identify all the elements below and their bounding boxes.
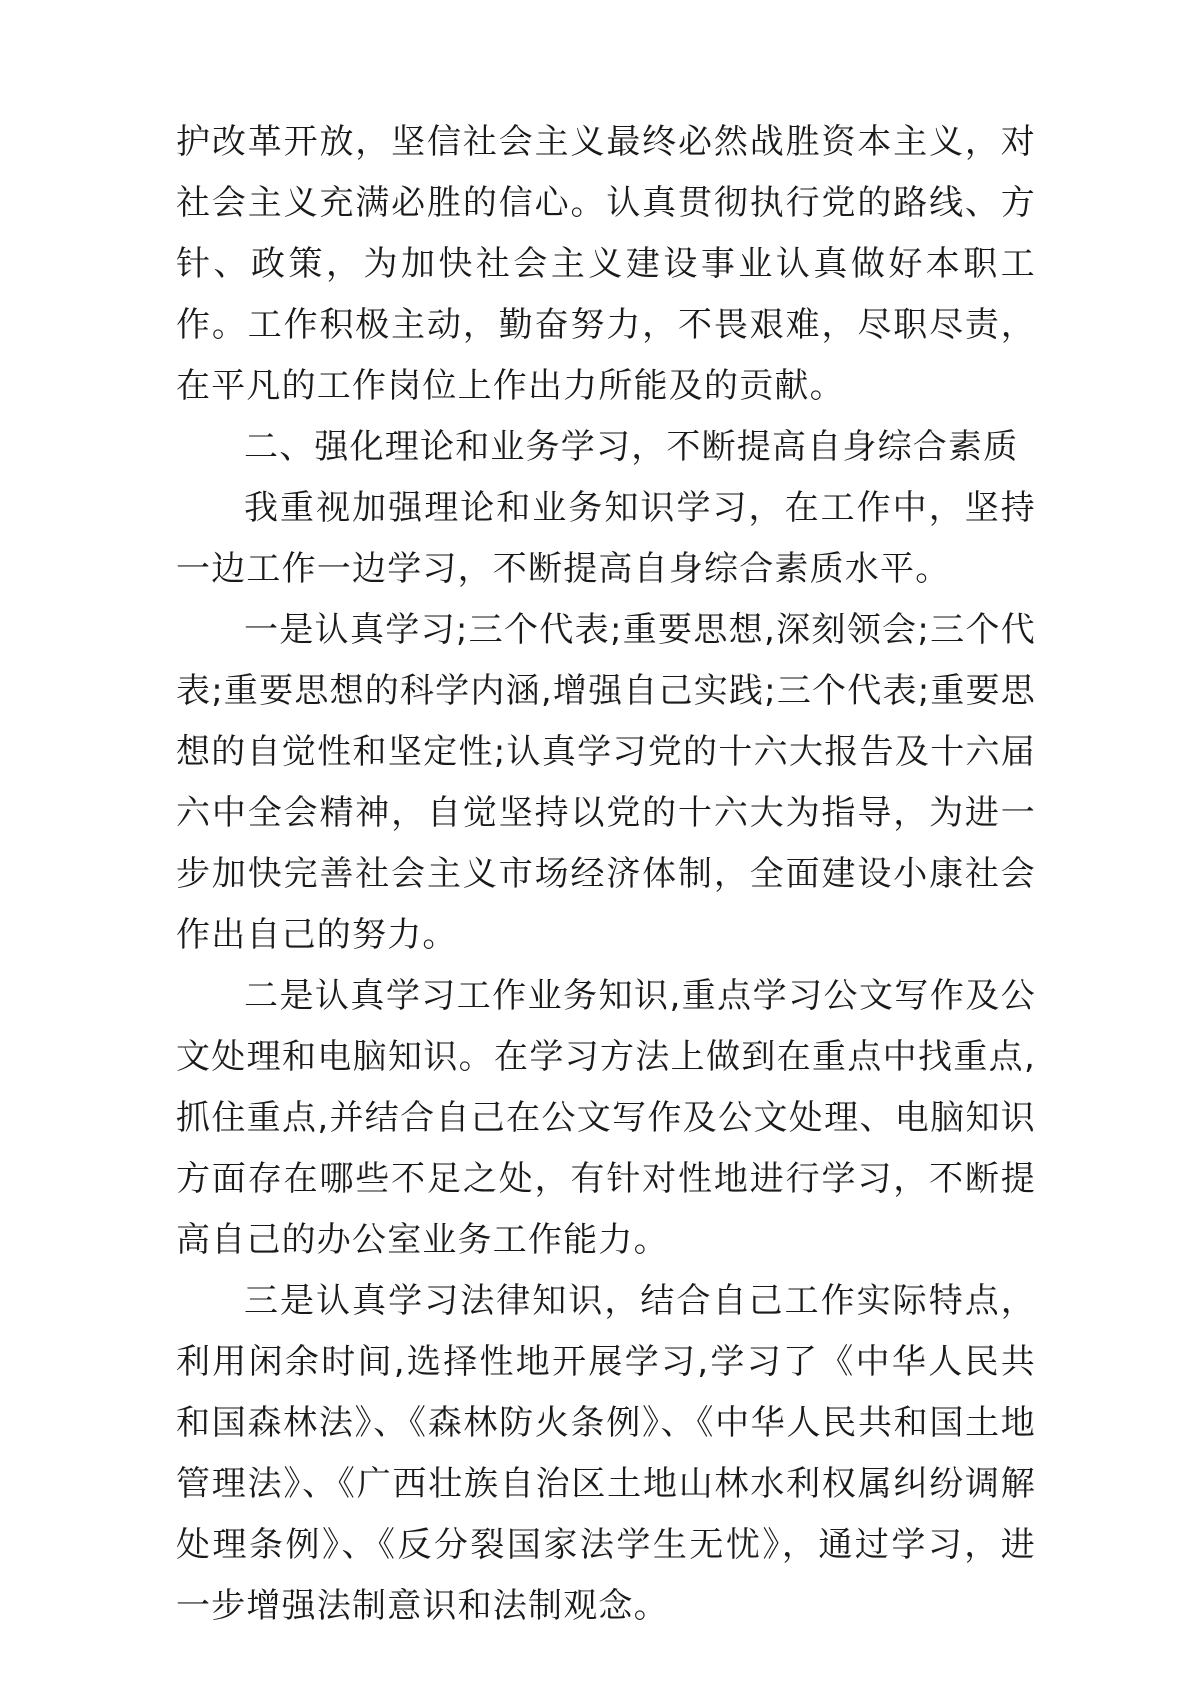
paragraph-continuation: 护改革开放，坚信社会主义最终必然战胜资本主义，对社会主义充满必胜的信心。认真贯彻执行党的路线、方针、政策，为加快社会主义建设事业认真做好本职工作。工作积极主动，勤奋努力，不畏艰难，尽职尽责，在平凡的工作岗位上作出力所能及的贡献。 <box>176 122 1036 406</box>
document-body <box>176 112 1036 1637</box>
paragraph: 一是认真学习;三个代表;重要思想,深刻领会;三个代表;重要思想的科学内涵,增强自己实践;三个代表;重要思想的自觉性和坚定性;认真学习党的十六大报告及十六届六中全会精神，自觉坚持以党的十六大为指导，为进一步加快完善社会主义市场经济体制，全面建设小康社会作出自己的努力。 <box>176 610 1037 955</box>
section-heading: 二、强化理论和业务学习，不断提高自身综合素质 <box>244 427 1019 467</box>
paragraph: 三是认真学习法律知识，结合自己工作实际特点，利用闲余时间,选择性地开展学习,学习了《中华人民共和国森林法》、《森林防火条例》、《中华人民共和国土地管理法》、《广西壮族自治区土地山林水利权属纠纷调解处理条例》、《反分裂国家法学生无忧》，通过学习，进一步增强法制意识和法制观念。 <box>176 1281 1036 1626</box>
paragraph: 二是认真学习工作业务知识,重点学习公文写作及公文处理和电脑知识。在学习方法上做到在重点中找重点,抓住重点,并结合自己在公文写作及公文处理、电脑知识方面存在哪些不足之处，有针对性地进行学习，不断提高自己的办公室业务工作能力。 <box>176 976 1036 1260</box>
paragraph: 我重视加强理论和业务知识学习，在工作中，坚持一边工作一边学习，不断提高自身综合素质水平。 <box>176 488 1036 589</box>
